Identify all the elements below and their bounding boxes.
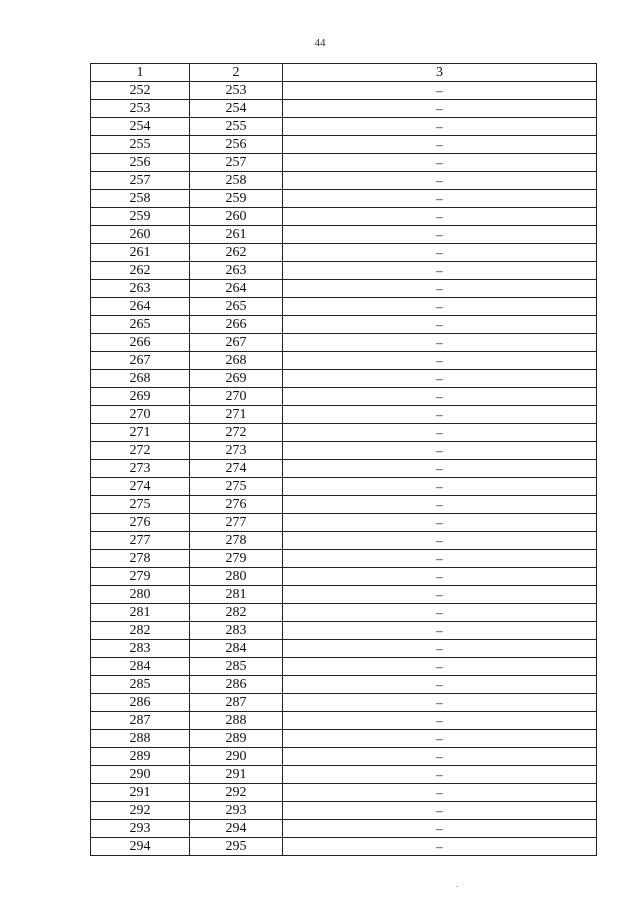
table-row bbox=[91, 514, 597, 532]
table-row bbox=[91, 406, 597, 424]
table-cell-col1: 255 bbox=[91, 136, 190, 154]
table-cell-col3: – bbox=[283, 784, 597, 802]
table-row bbox=[91, 316, 597, 334]
table-cell-col1: 267 bbox=[91, 352, 190, 370]
table-cell-col2: 294 bbox=[190, 820, 283, 838]
table-cell-col2: 280 bbox=[190, 568, 283, 586]
table-cell-col1: 254 bbox=[91, 118, 190, 136]
scan-speck bbox=[456, 886, 458, 887]
table-cell-col2: 254 bbox=[190, 100, 283, 118]
table-cell-col2: 273 bbox=[190, 442, 283, 460]
table-cell-col2: 278 bbox=[190, 532, 283, 550]
table-row bbox=[91, 694, 597, 712]
table-cell-col1: 262 bbox=[91, 262, 190, 280]
table-cell-col1: 277 bbox=[91, 532, 190, 550]
table-cell-col3: – bbox=[283, 172, 597, 190]
table-cell-col3: – bbox=[283, 190, 597, 208]
table-cell-col2: 269 bbox=[190, 370, 283, 388]
table-cell-col1: 260 bbox=[91, 226, 190, 244]
table-row bbox=[91, 712, 597, 730]
table-cell-col1: 285 bbox=[91, 676, 190, 694]
table-cell-col1: 280 bbox=[91, 586, 190, 604]
table-cell-col3: – bbox=[283, 262, 597, 280]
table-body bbox=[91, 82, 597, 856]
table-cell-col1: 283 bbox=[91, 640, 190, 658]
table-cell-col1: 284 bbox=[91, 658, 190, 676]
table-cell-col1: 293 bbox=[91, 820, 190, 838]
table-row bbox=[91, 352, 597, 370]
table-cell-col3: – bbox=[283, 820, 597, 838]
table-cell-col2: 253 bbox=[190, 82, 283, 100]
table-cell-col2: 275 bbox=[190, 478, 283, 496]
table-cell-col2: 286 bbox=[190, 676, 283, 694]
table-row bbox=[91, 478, 597, 496]
table-cell-col3: – bbox=[283, 568, 597, 586]
table-cell-col2: 261 bbox=[190, 226, 283, 244]
table-cell-col3: – bbox=[283, 370, 597, 388]
table-cell-col1: 269 bbox=[91, 388, 190, 406]
table-cell-col3: – bbox=[283, 748, 597, 766]
table-row bbox=[91, 748, 597, 766]
table-cell-col1: 274 bbox=[91, 478, 190, 496]
table-cell-col3: – bbox=[283, 604, 597, 622]
table-row bbox=[91, 442, 597, 460]
table-row bbox=[91, 784, 597, 802]
table-cell-col1: 282 bbox=[91, 622, 190, 640]
table-cell-col3: – bbox=[283, 244, 597, 262]
table-row bbox=[91, 820, 597, 838]
table-cell-col1: 292 bbox=[91, 802, 190, 820]
table-row bbox=[91, 226, 597, 244]
table-cell-col3: – bbox=[283, 82, 597, 100]
table-cell-col3: – bbox=[283, 766, 597, 784]
table-row bbox=[91, 802, 597, 820]
table-row bbox=[91, 838, 597, 856]
table-cell-col3: – bbox=[283, 658, 597, 676]
table-cell-col3: – bbox=[283, 622, 597, 640]
column-header-3: 3 bbox=[283, 64, 597, 82]
table-cell-col2: 295 bbox=[190, 838, 283, 856]
table-row bbox=[91, 496, 597, 514]
table-cell-col2: 257 bbox=[190, 154, 283, 172]
table-cell-col1: 281 bbox=[91, 604, 190, 622]
table-cell-col2: 271 bbox=[190, 406, 283, 424]
table-cell-col1: 272 bbox=[91, 442, 190, 460]
table-row bbox=[91, 532, 597, 550]
table-cell-col3: – bbox=[283, 586, 597, 604]
table-cell-col3: – bbox=[283, 712, 597, 730]
table-row bbox=[91, 622, 597, 640]
table-cell-col1: 294 bbox=[91, 838, 190, 856]
table-cell-col2: 281 bbox=[190, 586, 283, 604]
table-cell-col2: 267 bbox=[190, 334, 283, 352]
table-row bbox=[91, 136, 597, 154]
page-number: 44 bbox=[314, 37, 326, 49]
table-cell-col1: 288 bbox=[91, 730, 190, 748]
table-cell-col2: 256 bbox=[190, 136, 283, 154]
table-cell-col3: – bbox=[283, 676, 597, 694]
table-cell-col2: 265 bbox=[190, 298, 283, 316]
table-cell-col3: – bbox=[283, 424, 597, 442]
header-row bbox=[91, 64, 597, 82]
table-cell-col2: 293 bbox=[190, 802, 283, 820]
table-cell-col3: – bbox=[283, 640, 597, 658]
table-row bbox=[91, 244, 597, 262]
table-cell-col1: 266 bbox=[91, 334, 190, 352]
table-cell-col3: – bbox=[283, 478, 597, 496]
table-cell-col2: 292 bbox=[190, 784, 283, 802]
column-header-1: 1 bbox=[91, 64, 190, 82]
table-cell-col3: – bbox=[283, 550, 597, 568]
table-cell-col3: – bbox=[283, 334, 597, 352]
table-row bbox=[91, 280, 597, 298]
table-row bbox=[91, 190, 597, 208]
table-cell-col2: 264 bbox=[190, 280, 283, 298]
table-row bbox=[91, 640, 597, 658]
table-cell-col1: 279 bbox=[91, 568, 190, 586]
table-cell-col2: 285 bbox=[190, 658, 283, 676]
table-row bbox=[91, 298, 597, 316]
table-cell-col1: 252 bbox=[91, 82, 190, 100]
table-cell-col3: – bbox=[283, 514, 597, 532]
table-cell-col1: 261 bbox=[91, 244, 190, 262]
table-cell-col2: 276 bbox=[190, 496, 283, 514]
table-row bbox=[91, 460, 597, 478]
table-cell-col3: – bbox=[283, 316, 597, 334]
table-cell-col2: 274 bbox=[190, 460, 283, 478]
table-cell-col1: 257 bbox=[91, 172, 190, 190]
table-row bbox=[91, 604, 597, 622]
table-cell-col1: 259 bbox=[91, 208, 190, 226]
table-cell-col1: 253 bbox=[91, 100, 190, 118]
table-cell-col2: 270 bbox=[190, 388, 283, 406]
table-cell-col2: 283 bbox=[190, 622, 283, 640]
table-cell-col3: – bbox=[283, 100, 597, 118]
table-cell-col1: 258 bbox=[91, 190, 190, 208]
table-cell-col1: 268 bbox=[91, 370, 190, 388]
table-cell-col2: 260 bbox=[190, 208, 283, 226]
table-cell-col2: 279 bbox=[190, 550, 283, 568]
table-row bbox=[91, 388, 597, 406]
table-cell-col3: – bbox=[283, 442, 597, 460]
table-cell-col2: 258 bbox=[190, 172, 283, 190]
table-cell-col1: 286 bbox=[91, 694, 190, 712]
table-cell-col2: 290 bbox=[190, 748, 283, 766]
table-cell-col3: – bbox=[283, 352, 597, 370]
table-row bbox=[91, 208, 597, 226]
table-row bbox=[91, 730, 597, 748]
table-cell-col3: – bbox=[283, 388, 597, 406]
table-cell-col2: 259 bbox=[190, 190, 283, 208]
table-cell-col2: 272 bbox=[190, 424, 283, 442]
table-cell-col2: 263 bbox=[190, 262, 283, 280]
table-cell-col1: 264 bbox=[91, 298, 190, 316]
table-row bbox=[91, 424, 597, 442]
table-cell-col3: – bbox=[283, 298, 597, 316]
table-cell-col2: 268 bbox=[190, 352, 283, 370]
table-cell-col1: 287 bbox=[91, 712, 190, 730]
table-cell-col1: 275 bbox=[91, 496, 190, 514]
table-cell-col1: 270 bbox=[91, 406, 190, 424]
data-table bbox=[90, 63, 597, 856]
table-cell-col3: – bbox=[283, 406, 597, 424]
table-cell-col3: – bbox=[283, 118, 597, 136]
table-row bbox=[91, 658, 597, 676]
table-cell-col1: 263 bbox=[91, 280, 190, 298]
table-cell-col2: 255 bbox=[190, 118, 283, 136]
table-cell-col3: – bbox=[283, 226, 597, 244]
table-row bbox=[91, 118, 597, 136]
table-cell-col3: – bbox=[283, 496, 597, 514]
table-cell-col1: 271 bbox=[91, 424, 190, 442]
table-cell-col1: 276 bbox=[91, 514, 190, 532]
table-cell-col2: 266 bbox=[190, 316, 283, 334]
table-cell-col2: 289 bbox=[190, 730, 283, 748]
table-cell-col3: – bbox=[283, 460, 597, 478]
table-cell-col3: – bbox=[283, 280, 597, 298]
table-cell-col3: – bbox=[283, 694, 597, 712]
table-cell-col1: 291 bbox=[91, 784, 190, 802]
table-row bbox=[91, 262, 597, 280]
table-row bbox=[91, 568, 597, 586]
table-row bbox=[91, 334, 597, 352]
table-row bbox=[91, 154, 597, 172]
table-row bbox=[91, 676, 597, 694]
table-row bbox=[91, 172, 597, 190]
table-cell-col1: 289 bbox=[91, 748, 190, 766]
table-cell-col2: 284 bbox=[190, 640, 283, 658]
table-cell-col3: – bbox=[283, 802, 597, 820]
table-cell-col3: – bbox=[283, 838, 597, 856]
table-row bbox=[91, 370, 597, 388]
table-header bbox=[91, 64, 597, 82]
table-cell-col2: 262 bbox=[190, 244, 283, 262]
table-cell-col2: 277 bbox=[190, 514, 283, 532]
table-cell-col2: 282 bbox=[190, 604, 283, 622]
table-row bbox=[91, 82, 597, 100]
table-cell-col3: – bbox=[283, 154, 597, 172]
table-cell-col1: 290 bbox=[91, 766, 190, 784]
table-row bbox=[91, 550, 597, 568]
column-header-2: 2 bbox=[190, 64, 283, 82]
table-cell-col2: 287 bbox=[190, 694, 283, 712]
table-cell-col2: 291 bbox=[190, 766, 283, 784]
table-cell-col3: – bbox=[283, 136, 597, 154]
table-cell-col1: 273 bbox=[91, 460, 190, 478]
table-row bbox=[91, 100, 597, 118]
table-cell-col1: 265 bbox=[91, 316, 190, 334]
table-cell-col3: – bbox=[283, 532, 597, 550]
table-row bbox=[91, 586, 597, 604]
table-cell-col2: 288 bbox=[190, 712, 283, 730]
table-row bbox=[91, 766, 597, 784]
table-cell-col3: – bbox=[283, 208, 597, 226]
table-cell-col3: – bbox=[283, 730, 597, 748]
table-cell-col1: 256 bbox=[91, 154, 190, 172]
table-cell-col1: 278 bbox=[91, 550, 190, 568]
